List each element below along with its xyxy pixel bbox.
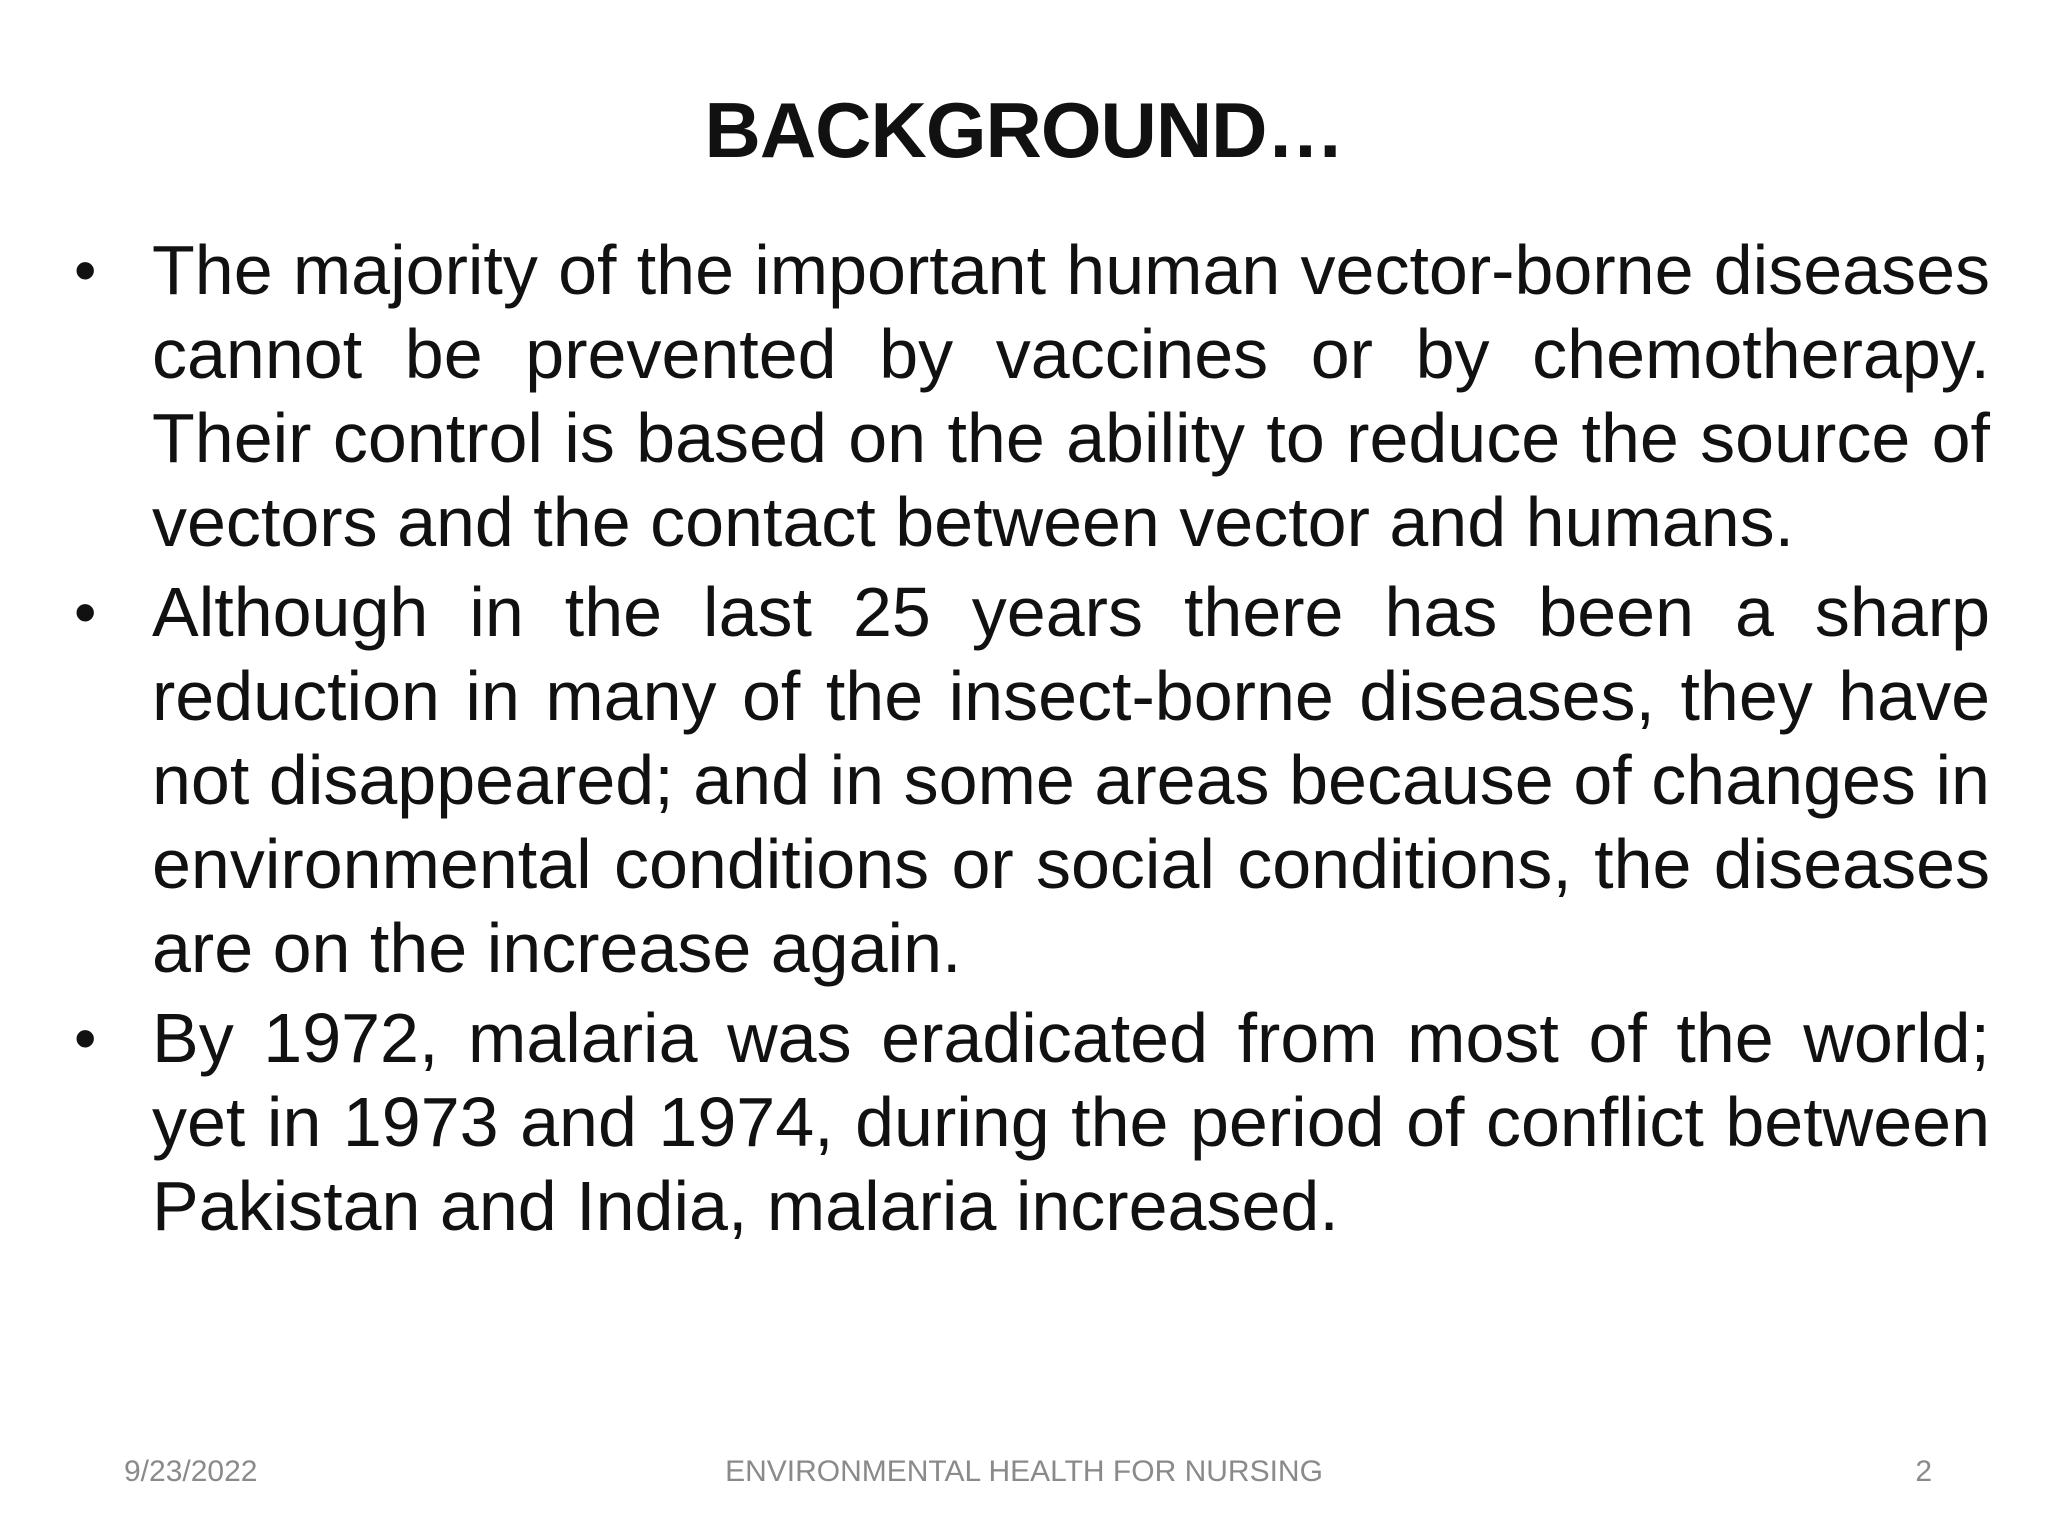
bullet-text: By 1972, malaria was eradicated from most of the world; yet in 1973 and 1974, during the period of conflict between Pakistan and India, malaria increased. (152, 999, 1990, 1245)
footer-title: ENVIRONMENTAL HEALTH FOR NURSING (725, 1455, 1323, 1488)
bullet-list (60, 228, 1990, 1254)
bullet-icon: • (74, 576, 97, 648)
bullet-icon: • (74, 1002, 97, 1074)
footer-page-number: 2 (1915, 1455, 1932, 1488)
bullet-icon: • (74, 234, 97, 306)
slide-title: BACKGROUND… (704, 86, 1344, 174)
bullet-item (60, 228, 1990, 564)
bullet-item (60, 570, 1990, 990)
bullet-text: The majority of the important human vector-borne diseases cannot be prevented by vaccines or by chemotherapy. Their control is based on the ability to reduce the source of vectors and the contact between vector and humans. (152, 231, 1990, 561)
bullet-item (60, 996, 1990, 1248)
bullet-text: Although in the last 25 years there has been a sharp reduction in many of the insect-borne diseases, they have not disappeared; and in some areas because of changes in environmental conditions or social conditions, the diseases are on the increase again. (152, 573, 1990, 987)
footer-date: 9/23/2022 (124, 1455, 258, 1488)
